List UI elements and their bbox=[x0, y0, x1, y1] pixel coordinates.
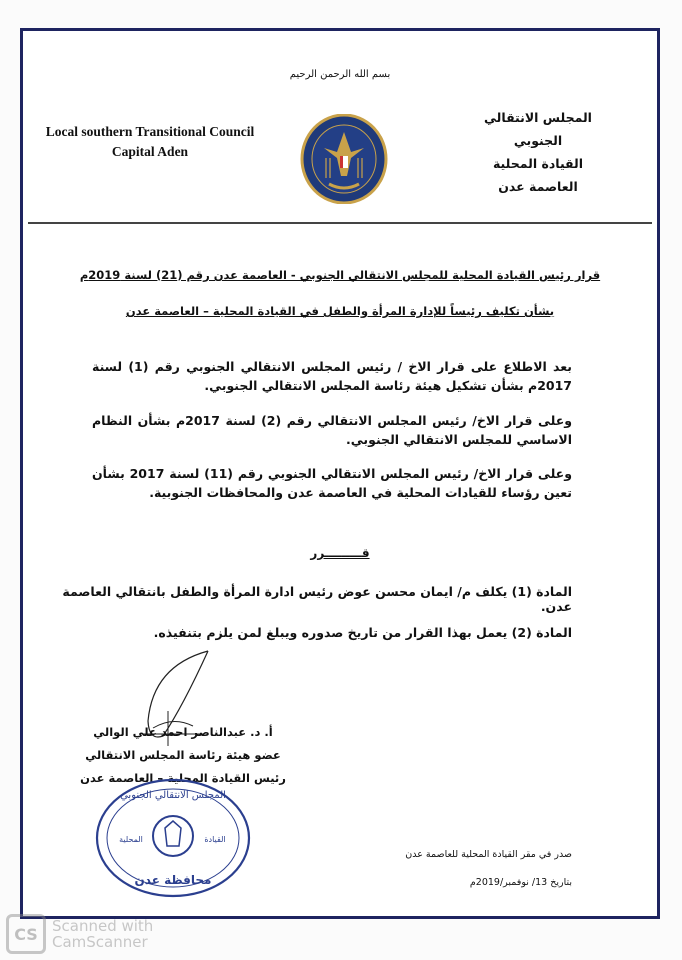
issue-place: صدر في مقر القيادة المحلية للعاصمة عدن bbox=[405, 849, 572, 860]
decision-subject: بشأن تكليف رئيساً للإدارة المرأة والطفل في القيادة المحلية – العاصمة عدن bbox=[125, 304, 555, 318]
svg-text:المحلية: المحلية bbox=[119, 835, 143, 844]
issue-info bbox=[312, 841, 572, 897]
header-en-line2: Capital Aden bbox=[111, 144, 189, 159]
camscanner-watermark bbox=[6, 912, 186, 956]
decided-heading: قـــــــــرر bbox=[310, 546, 370, 560]
decision-title: قرار رئيس القيادة المحلية للمجلس الانتقالي الجنوبي - العاصمة عدن رقم (21) لسنة 2019م bbox=[79, 268, 601, 282]
camscanner-logo-icon: CS bbox=[6, 914, 46, 954]
watermark-line2: CamScanner bbox=[52, 933, 148, 951]
council-emblem-icon bbox=[299, 114, 389, 204]
svg-text:المجلس الانتقالي الجنوبي: المجلس الانتقالي الجنوبي bbox=[120, 790, 226, 801]
header-english bbox=[35, 122, 265, 162]
issue-date: بتاريخ 13/ نوفمبر/2019م bbox=[469, 877, 572, 888]
signatory-role: رئيس القيادة المحلية – العاصمة عدن bbox=[80, 771, 286, 785]
article-label: المادة (1) bbox=[511, 584, 572, 599]
article-label: المادة (2) bbox=[511, 625, 572, 640]
header-divider bbox=[28, 222, 652, 224]
article-2 bbox=[52, 625, 572, 640]
svg-text:القيادة: القيادة bbox=[204, 835, 226, 844]
header-ar-line2: القيادة المحلية bbox=[492, 156, 584, 171]
preamble-paragraph: وعلى قرار الاخ/ رئيس المجلس الانتقالي رقم (2) لسنة 2017م بشأن النظام الاساسي للمجلس الانتقالي الجنوبي. bbox=[92, 413, 572, 447]
article-text: يكلف م/ ايمان محسن عوض رئيس ادارة المرأة والطفل بانتقالي العاصمة عدن. bbox=[62, 584, 572, 614]
official-stamp-icon bbox=[93, 776, 253, 901]
header-en-line1: Local southern Transitional Council bbox=[45, 124, 255, 139]
preamble-paragraph: بعد الاطلاع على قرار الاخ / رئيس المجلس الانتقالي الجنوبي رقم (1) لسنة 2017م بشأن تشكيل هيئة رئاسة المجلس الانتقالي الجنوبي. bbox=[92, 359, 572, 393]
signatory-name: أ. د. عبدالناصر احمد علي الوالي bbox=[93, 725, 273, 739]
signatory-role: عضو هيئة رئاسة المجلس الانتقالي bbox=[85, 748, 281, 762]
document-frame bbox=[20, 28, 660, 919]
article-text: يعمل بهذا القرار من تاريخ صدوره ويبلغ لمن يلزم بتنفيذه. bbox=[153, 625, 512, 640]
header-arabic bbox=[463, 106, 613, 198]
header-ar-line3: العاصمة عدن bbox=[498, 179, 578, 194]
basmala: بسم الله الرحمن الرحيم bbox=[289, 69, 391, 80]
article-1 bbox=[52, 584, 572, 614]
header-ar-line1: المجلس الانتقالي الجنوبي bbox=[484, 110, 592, 148]
watermark-line1: Scanned with bbox=[52, 917, 154, 935]
svg-text:محافظة عدن: محافظة عدن bbox=[134, 873, 212, 887]
preamble-paragraph: وعلى قرار الاخ/ رئيس المجلس الانتقالي الجنوبي رقم (11) لسنة 2017 بشأن تعين رؤساء للقيادات المحلية في العاصمة عدن والمحافظات الجنوبية. bbox=[92, 466, 572, 500]
